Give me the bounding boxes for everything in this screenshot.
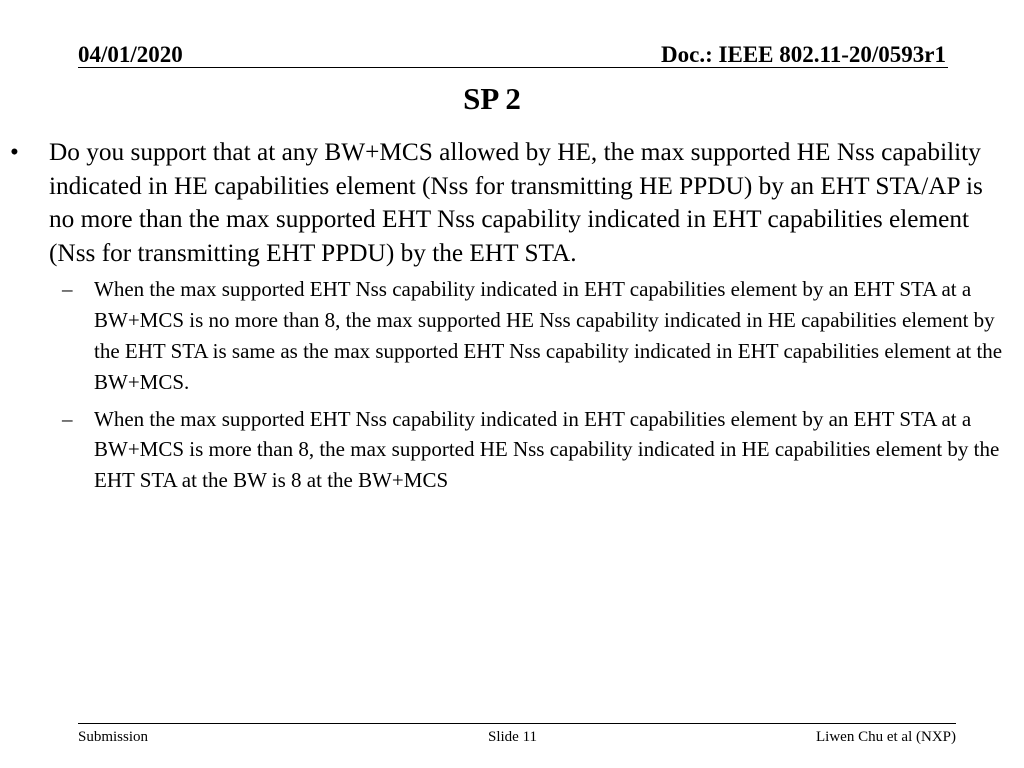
- footer-divider: [78, 723, 956, 724]
- header-date: 04/01/2020: [78, 42, 183, 67]
- slide-title: SP 2: [463, 81, 521, 116]
- header-doc-id: Doc.: IEEE 802.11-20/0593r1: [661, 42, 946, 67]
- sub-bullet: [0, 404, 1012, 496]
- sub-bullet: [0, 274, 1012, 397]
- sub-bullet-text: When the max supported EHT Nss capability indicated in EHT capabilities element by an EHT STA at a BW+MCS is more than 8, the max supported HE Nss capability indicated in HE capabilities element by the EHT STA at the BW is 8 at the BW+MCS: [94, 406, 1000, 493]
- footer-submission: Submission: [78, 729, 149, 745]
- slide-body: [0, 136, 1024, 496]
- sub-bullet-marker: –: [62, 277, 73, 302]
- sub-bullet-marker: –: [62, 406, 73, 431]
- main-bullet-text: Do you support that at any BW+MCS allowed by HE, the max supported HE Nss capability indicated in HE capabilities element (Nss for transmitting HE PPDU) by an EHT STA/AP is no more than the max supported EHT Nss capability indicated in EHT capabilities element (Nss for transmitting EHT PPDU) by the EHT STA.: [49, 138, 983, 267]
- main-bullet: [0, 136, 995, 270]
- bullet-marker: •: [10, 138, 19, 166]
- header-divider: [78, 67, 948, 68]
- sub-bullet-text: When the max supported EHT Nss capability indicated in EHT capabilities element by an EHT STA at a BW+MCS is no more than 8, the max supported HE Nss capability indicated in HE capabilities element by the EHT STA is same as the max supported EHT Nss capability indicated in EHT capabilities element at the BW+MCS.: [94, 277, 1003, 394]
- footer-authors: Liwen Chu et al (NXP): [816, 729, 956, 745]
- footer-slide-number: Slide 11: [488, 729, 538, 745]
